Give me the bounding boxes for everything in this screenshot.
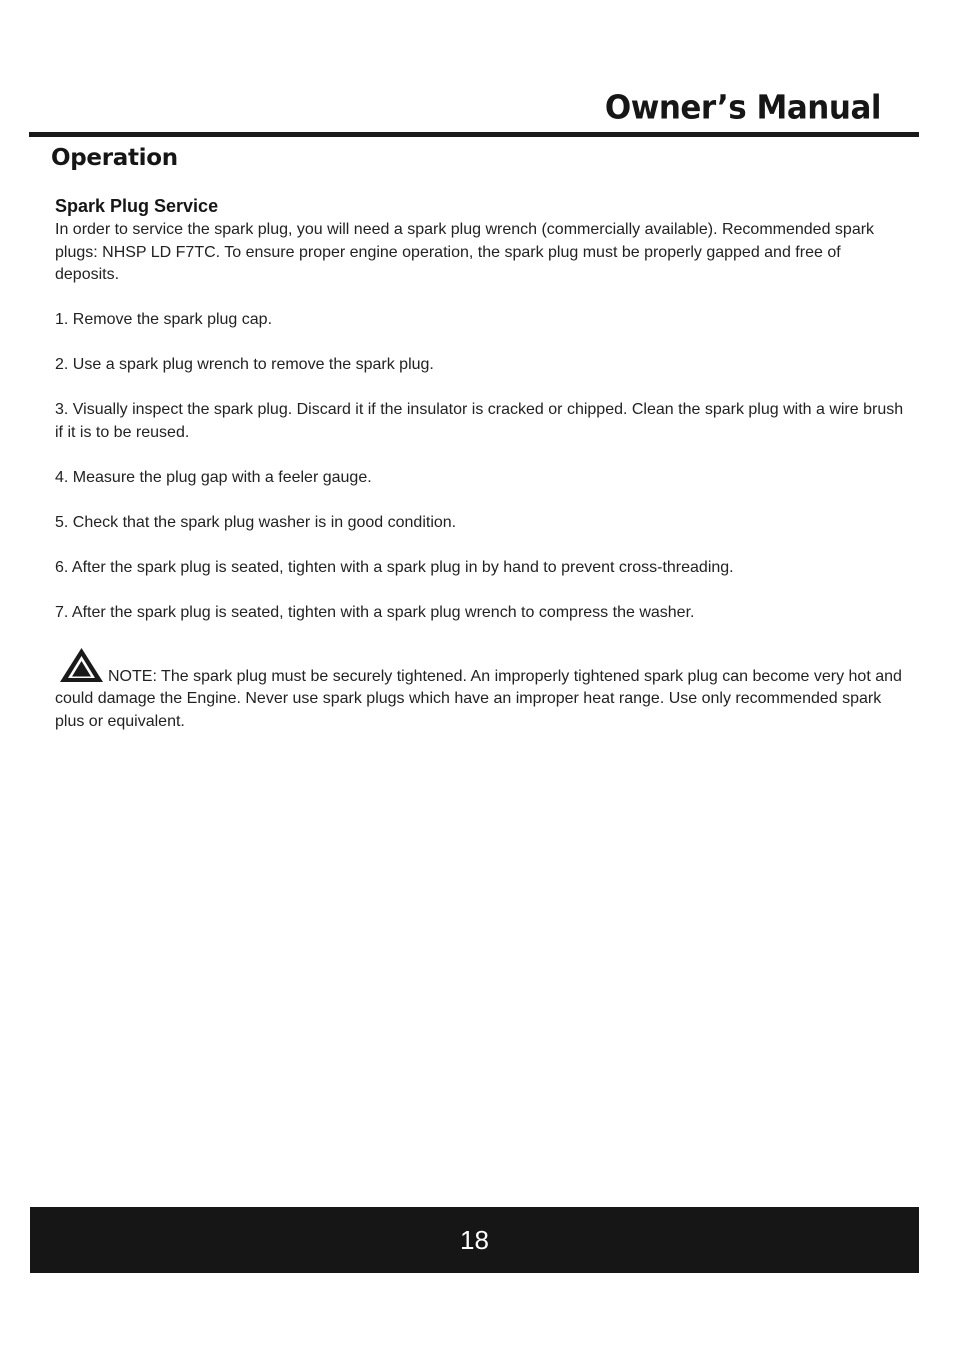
step-4: 4. Measure the plug gap with a feeler gauge. (55, 468, 372, 486)
page-number: 18 (460, 1225, 489, 1255)
section-title: Operation (51, 145, 178, 171)
manual-title: Owner’s Manual (604, 89, 881, 127)
step-3: 3. Visually inspect the spark plug. Discard it if the insulator is cracked or chipped. Clean the spark plug with a wire brush if it is to be reused. (55, 401, 904, 441)
step-1: 1. Remove the spark plug cap. (55, 311, 273, 328)
note-text: NOTE: The spark plug must be securely tightened. An improperly tightened spark plug can become very hot and could damage the Engine. Never use spark plugs which have an improper heat range. Use only recommended spark plus or equivalent. (55, 667, 902, 730)
step-5: 5. Check that the spark plug washer is in good condition. (55, 513, 457, 531)
warning-triangle-icon (59, 647, 104, 683)
step-6: 6. After the spark plug is seated, tighten with a spark plug in by hand to prevent cross-threading. (55, 558, 734, 576)
step-7: 7. After the spark plug is seated, tighten with a spark plug wrench to compress the washer. (55, 603, 695, 621)
note-paragraph (55, 647, 905, 734)
footer-bar (30, 1207, 919, 1273)
header-divider (29, 132, 919, 137)
intro-paragraph: In order to service the spark plug, you will need a spark plug wrench (commercially available). Recommended spark plugs: NHSP LD F7TC. To ensure proper engine operation, the spark plug must be properly gapped and free of deposits. (55, 221, 875, 283)
spark-plug-section (55, 193, 905, 733)
spark-plug-heading: Spark Plug Service (55, 196, 219, 216)
step-2: 2. Use a spark plug wrench to remove the spark plug. (55, 356, 434, 373)
